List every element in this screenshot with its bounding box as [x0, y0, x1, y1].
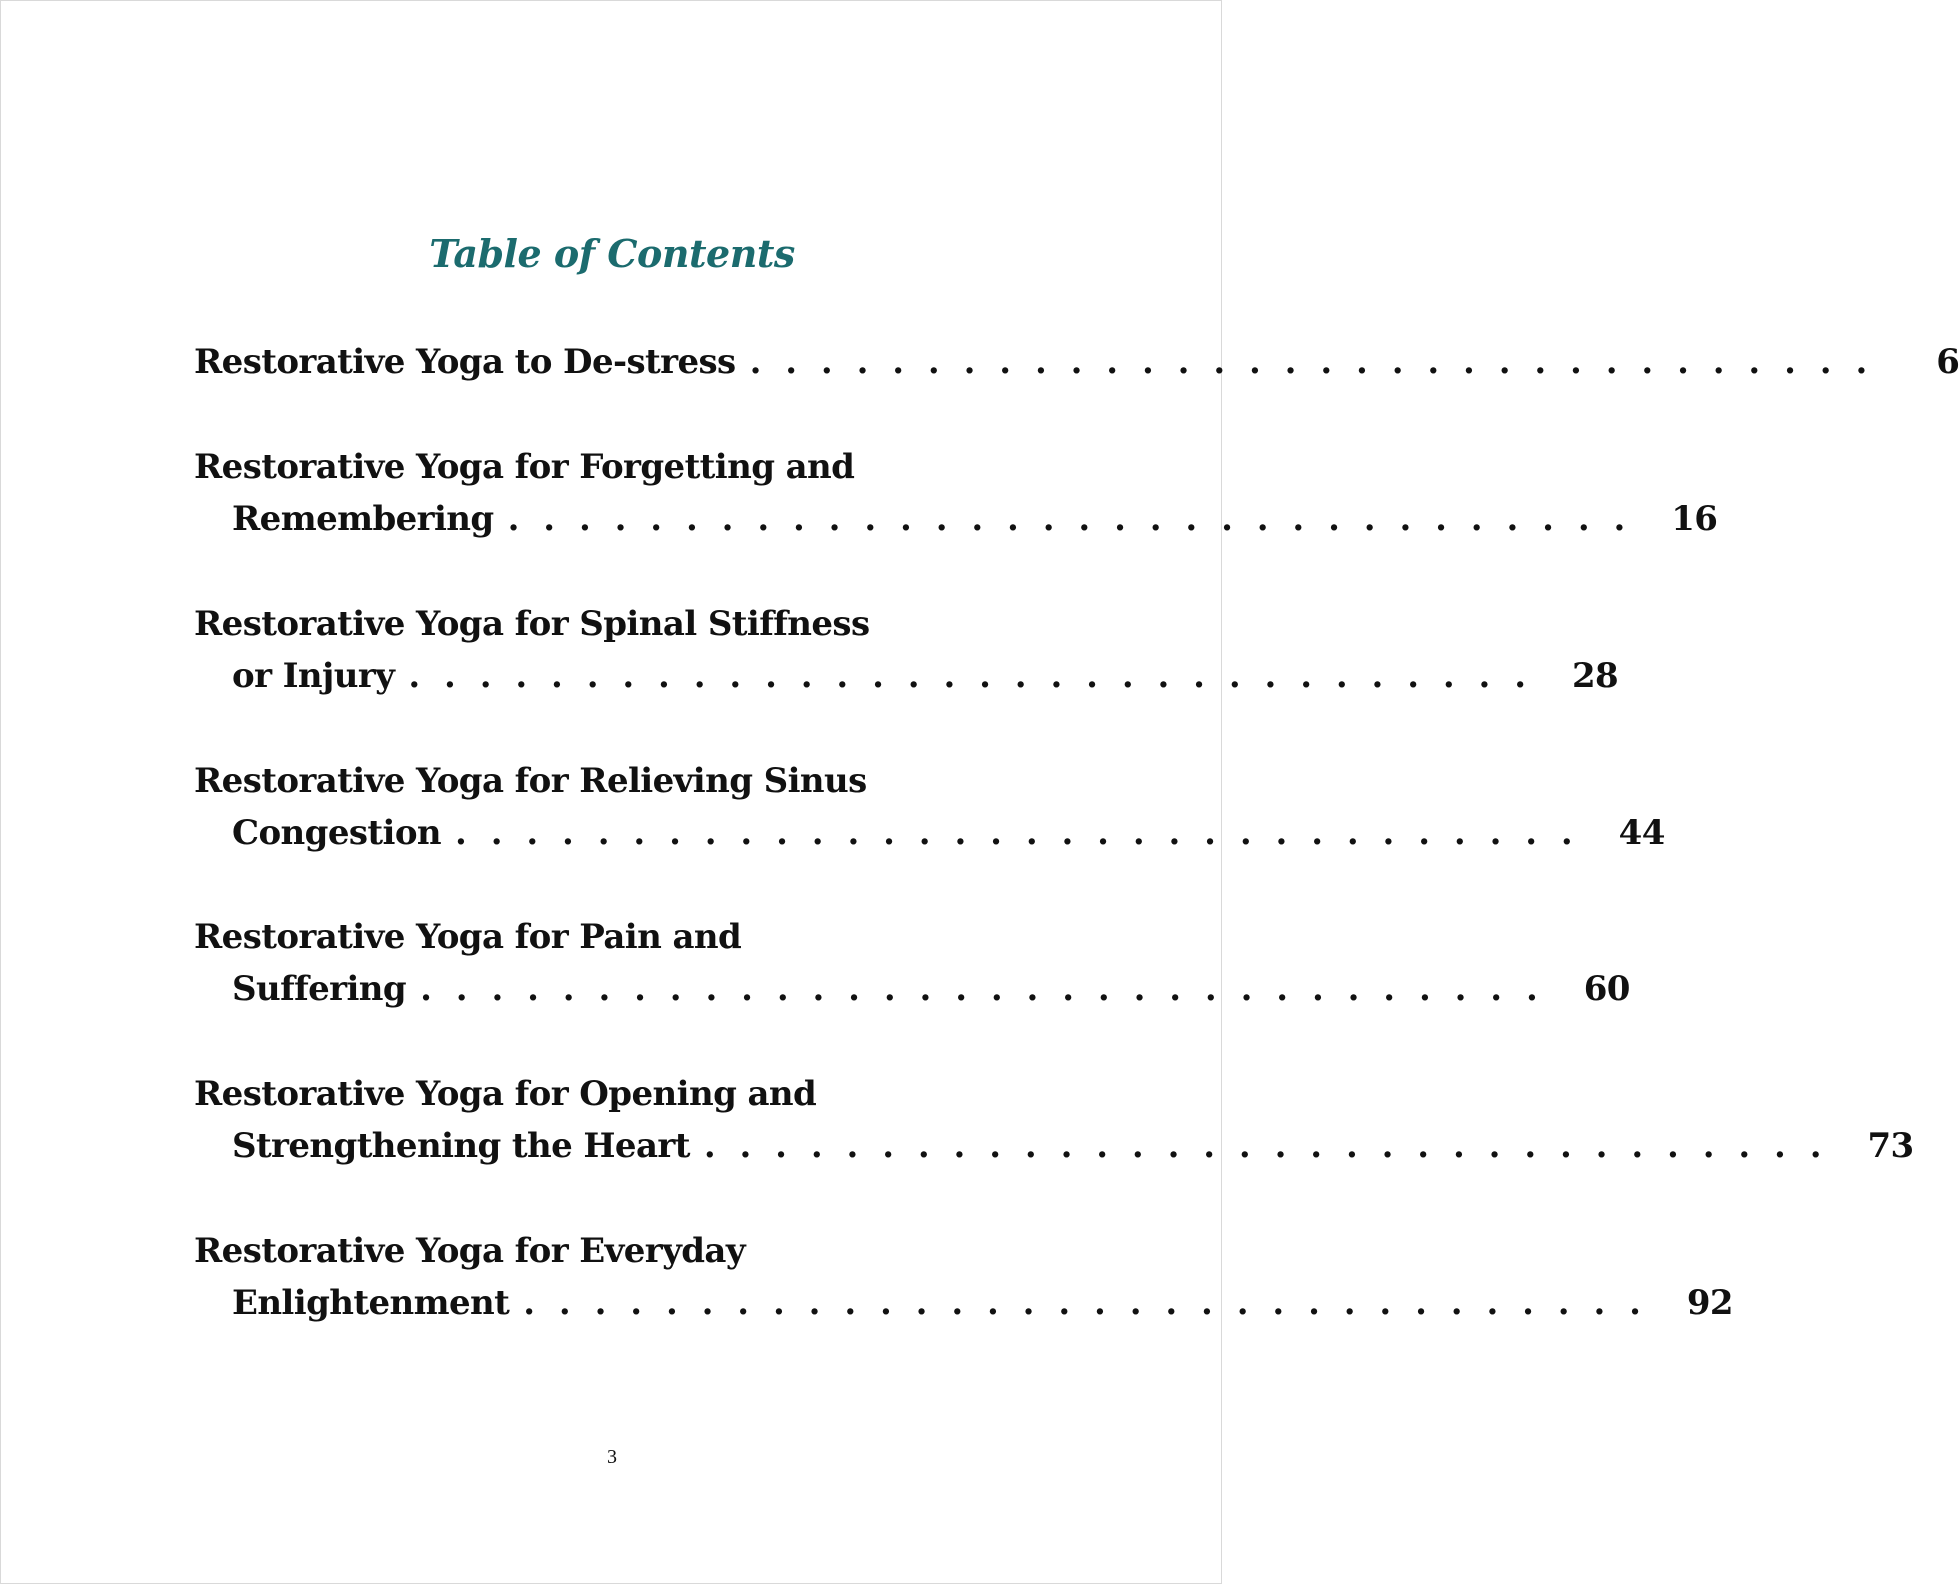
toc-entry[interactable]: [194, 336, 1959, 388]
toc-entry-title-line2: Congestion: [232, 813, 442, 853]
dot-leader: . . . . . . . . . . . . . . . . . . . . . . . . . . . . . . . .: [420, 969, 1544, 1009]
toc-entry-title-line1: Restorative Yoga for Forgetting and: [194, 447, 855, 487]
toc-entry-page: 6: [1936, 342, 1959, 382]
toc-entry[interactable]: [194, 755, 1665, 859]
dot-leader: . . . . . . . . . . . . . . . . . . . . . . . . . . . . . . . .: [408, 656, 1533, 696]
toc-entry-title-line1: Restorative Yoga for Everyday: [194, 1231, 746, 1271]
toc-entry-page: 60: [1583, 969, 1630, 1009]
dot-leader: . . . . . . . . . . . . . . . . . . . . . . . . . . . . . . . .: [507, 499, 1632, 539]
toc-entry-title-line1: Restorative Yoga for Spinal Stiffness: [194, 604, 870, 644]
toc-entry-page: 73: [1867, 1126, 1914, 1166]
toc-entry-title-line2: Enlightenment: [232, 1283, 510, 1323]
toc-entry[interactable]: [194, 1068, 1914, 1172]
toc-entry-title-line2: or Injury: [232, 656, 395, 696]
page-number: 3: [607, 1446, 617, 1468]
toc-entry-title: Restorative Yoga to De-stress: [194, 342, 736, 382]
toc-entry[interactable]: [194, 1225, 1733, 1329]
toc-entry-page: 28: [1571, 656, 1619, 696]
toc-entry-title-line1: Restorative Yoga for Relieving Sinus: [194, 761, 867, 801]
toc-entry-page: 44: [1618, 813, 1665, 853]
dot-leader: . . . . . . . . . . . . . . . . . . . . . . . . . . . . . . . .: [523, 1283, 1647, 1323]
toc-title: Table of Contents: [429, 231, 795, 276]
dot-leader: . . . . . . . . . . . . . . . . . . . . . . . . . . . . . . . .: [749, 342, 1874, 382]
toc-entry[interactable]: [194, 598, 1619, 702]
toc-entry-title-line1: Restorative Yoga for Pain and: [194, 917, 742, 957]
toc-entry[interactable]: [194, 441, 1718, 545]
toc-entry-title-line2: Remembering: [232, 499, 494, 539]
dot-leader: . . . . . . . . . . . . . . . . . . . . . . . . . . . . . . . .: [455, 813, 1579, 853]
toc-entry[interactable]: [194, 911, 1630, 1015]
toc-entry-title-line2: Suffering: [232, 969, 407, 1009]
toc-entry-page: 92: [1686, 1283, 1733, 1323]
toc-entry-page: 16: [1671, 499, 1718, 539]
toc-entry-title-line1: Restorative Yoga for Opening and: [194, 1074, 817, 1114]
toc-entry-title-line2: Strengthening the Heart: [232, 1126, 690, 1166]
dot-leader: . . . . . . . . . . . . . . . . . . . . . . . . . . . . . . . .: [703, 1126, 1828, 1166]
